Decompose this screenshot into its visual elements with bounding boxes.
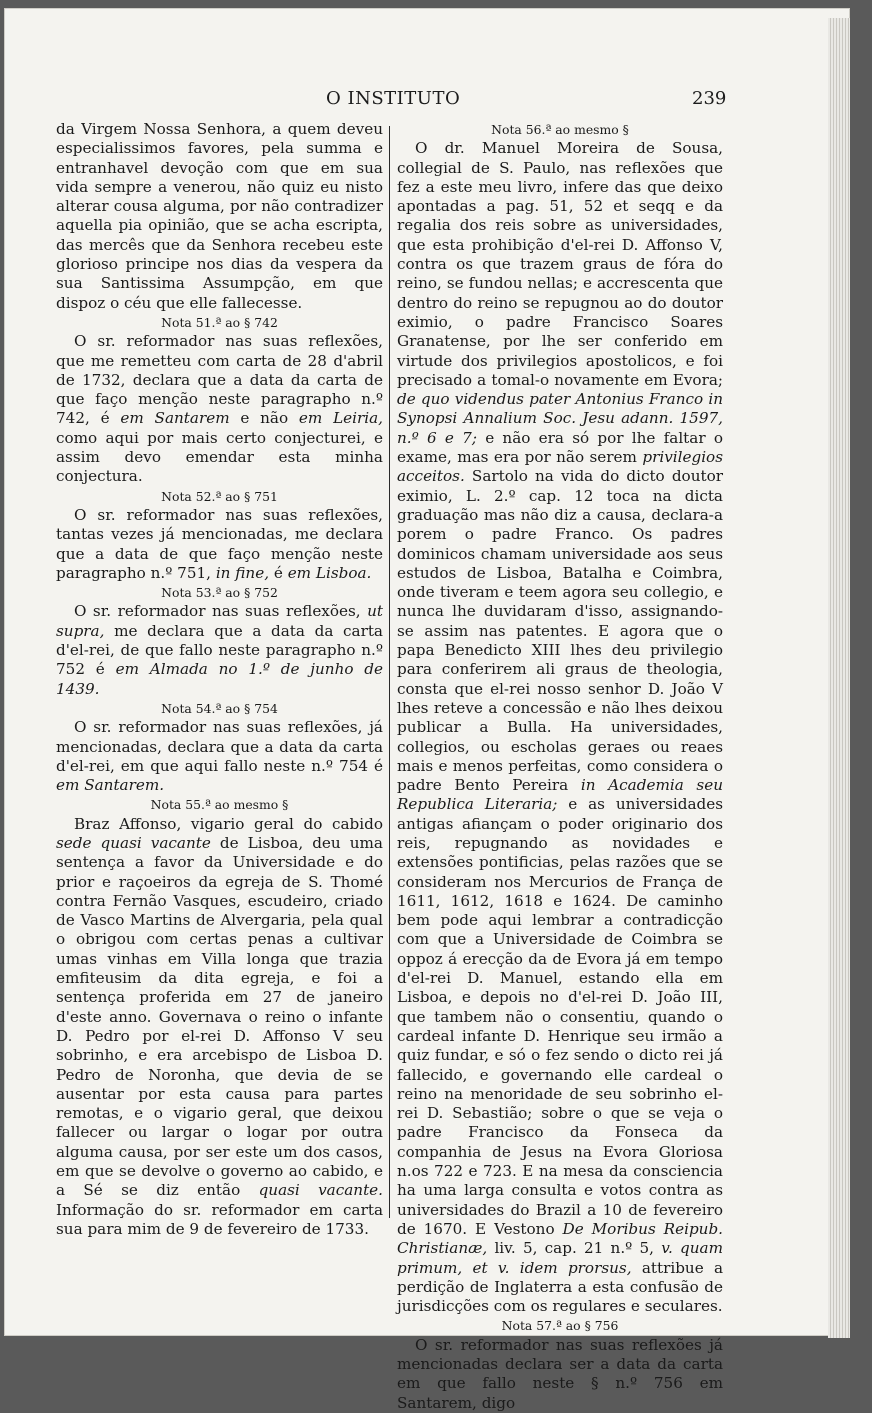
left-column bbox=[56, 120, 383, 1239]
right-column bbox=[397, 120, 723, 1413]
journal-title: O INSTITUTO bbox=[326, 88, 461, 109]
running-header bbox=[4, 88, 850, 112]
note-52-text: O sr. reformador nas suas reflexões, tantas vezes já mencionadas, me declara que a data de que faço menção neste paragrapho n.º 751, in fine, é em Lisboa. bbox=[56, 505, 383, 582]
note-57-text: O sr. reformador nas suas reflexões já mencionadas declara ser a data da carta em que fallo neste § n.º 756 em Santarem, digo bbox=[397, 1335, 723, 1412]
note-52-heading: Nota 52.ª ao § 751 bbox=[161, 488, 278, 504]
book-page bbox=[4, 8, 850, 1412]
note-56-text: O dr. Manuel Moreira de Sousa, collegial de S. Paulo, nas reflexões que fez a este meu livro, infere das que deixo apontadas a pag. 51, 52 et seqq e da regalia dos reis sobre as universidades, que esta prohibição d'el-rei D. Affonso V, contra os que trazem graus de fóra do reino, se fundou nellas; e accrescenta que dentro do reino se repugnou ao do doutor eximio, o padre Francisco Soares Granatense, por lhe ser conferido em virtude dos privilegios apostolicos, e foi precisado a tomal-o novamente em Evora; de quo videndus pater Antonius Franco in Synopsi Annalium Soc. Jesu adann. 1597, n.º 6 e 7; e não era só por lhe faltar o exame, mas era por não serem privilegios acceitos. Sartolo na vida do dicto doutor eximio, L. 2.º cap. 12 toca na dicta graduação mas não diz a causa, declara-a porem o padre Franco. Os padres dominicos chamam universidade aos seus estudos de Lisboa, Batalha e Coimbra, onde tiveram e teem agora seu collegio, e nunca lhe duvidaram d'isso, assignando-se assim nas patentes. E agora que o papa Benedicto XIII lhes deu privilegio para conferirem ali graus de theologia, consta que el-rei nosso senhor D. João V lhes reteve a concessão e não lhes deixou publicar a Bulla. Ha universidades, collegios, ou escholas geraes ou reaes mais e menos perfeitas, como considera o padre Bento Pereira in Academia seu Republica Literaria; e as universidades antigas afiançam o poder originario dos reis, repugnando as novidades e extensões pontificias, pelas razões que se consideram nos Mercurios de França de 1611, 1612, 1618 e 1624. De caminho bem pode aqui lembrar a contradicção com que a Universidade de Coimbra se oppoz á erecção da de Evora já em tempo d'el-rei D. Manuel, estando ella em Lisboa, e depois no d'el-rei D. João III, que tambem não o consentiu, quando o cardeal infante D. Henrique seu irmão a quiz fundar, e só o fez sendo o dicto rei já fallecido, e governando elle cardeal o reino na menoridade de seu sobrinho el-rei D. Sebastião; sobre o que se veja o padre Francisco da Fonseca da companhia de Jesus na Evora Gloriosa n.os 722 e 723. E na mesa da consciencia ha uma larga consulta e votos contra as universidades do Brazil a 10 de fevereiro de 1670. E Vestono De Moribus Reipub. Christianæ, liv. 5, cap. 21 n.º 5, v. quam primum, et v. idem prorsus, attribue a perdição de Inglaterra a esta confusão de jurisdicções com os regulares e seculares. bbox=[397, 139, 724, 1316]
intro-paragraph: da Virgem Nossa Senhora, a quem deveu especialissimos favores, pela summa e entranhavel devoção com que em sua vida sempre a venerou, não quiz eu nisto alterar cousa alguma, por não contradizer aquella pia opinião, que se acha escripta, das mercês que da Senhora recebeu este glorioso principe nos dias da vespera da sua Santissima Assumpção, em que dispoz o céu que elle fallecesse. bbox=[56, 120, 383, 312]
note-54-text: O sr. reformador nas suas reflexões, já mencionadas, declara que a data da carta d'el-rei, em que aqui fallo neste n.º 754 é em Santarem. bbox=[56, 718, 383, 795]
column-divider bbox=[389, 126, 390, 1218]
note-56-heading: Nota 56.ª ao mesmo § bbox=[491, 122, 629, 137]
note-54-heading: Nota 54.ª ao § 754 bbox=[161, 700, 278, 716]
note-51-text: O sr. reformador nas suas reflexões, que me remetteu com carta de 28 d'abril de 1732, declara que a data da carta de que faço menção neste paragrapho n.º 742, é em Santarem e não em Leiria, como aqui por mais certo conjecturei, e assim devo emendar esta minha conjectura. bbox=[56, 332, 384, 486]
page-number: 239 bbox=[692, 88, 727, 109]
note-57-heading: Nota 57.ª ao § 756 bbox=[501, 1318, 619, 1334]
note-51-heading: Nota 51.ª ao § 742 bbox=[161, 314, 278, 330]
note-55-text: Braz Affonso, vigario geral do cabido sede quasi vacante de Lisboa, deu uma sentença a favor da Universidade e do prior e raçoeiros da egreja de S. Thomé contra Fernão Vasques, escudeiro, criado de Vasco Martins de Alvergaria, pela qual o obrigou com certas penas a cultivar umas vinhas em Villa longa que trazia emfiteusim da dita egreja, e foi a sentença proferida em 27 de janeiro d'este anno. Governava o reino o infante D. Pedro por el-rei D. Affonso V seu sobrinho, e era arcebispo de Lisboa D. Pedro de Noronha, que devia de se ausentar por esta causa para partes remotas, e o vigario geral, que deixou fallecer ou largar o logar por outra alguma causa, por ser este um dos casos, em que se devolve o governo ao cabido, e a Sé se diz então quasi vacante. Informação do sr. reformador em carta sua para mim de 9 de fevereiro de 1733. bbox=[56, 814, 384, 1238]
note-53-text: O sr. reformador nas suas reflexões, ut supra, me declara que a data da carta d'el-rei, de que fallo neste paragrapho n.º 752 é em Almada no 1.º de junho de 1439. bbox=[56, 602, 384, 698]
page-stack-edge bbox=[828, 18, 850, 1338]
note-53-heading: Nota 53.ª ao § 752 bbox=[161, 585, 278, 601]
note-55-heading: Nota 55.ª ao mesmo § bbox=[150, 797, 289, 813]
